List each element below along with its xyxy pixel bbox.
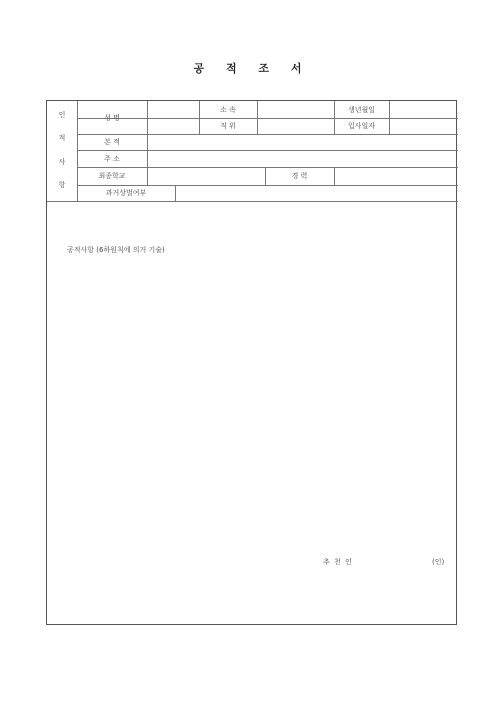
section-char: 인 [58,110,66,119]
domicile-field[interactable] [147,134,458,150]
address-field[interactable] [147,150,458,167]
punishment-label: 과거상벌여부 [105,189,147,197]
name-label: 성 명 [104,113,120,122]
career-label: 경 력 [291,172,308,180]
birthdate-label: 생년월일 [347,105,376,114]
section-char: 적 [58,134,66,143]
section-char: 사 [58,157,66,166]
education-field[interactable] [147,167,265,185]
career-field[interactable] [334,167,458,185]
merit-description-heading: 공적사항 (6하원칙에 의거 기술) [67,246,165,254]
affiliation-field[interactable] [257,101,334,118]
birthdate-field[interactable] [389,101,458,118]
personal-info-section-label [47,101,77,201]
address-label: 주 소 [104,154,120,163]
education-label: 최종학교 [98,172,126,180]
position-field[interactable] [257,118,334,134]
seal-mark: (인) [432,558,445,566]
position-label: 직 위 [220,122,236,130]
document-title: 공 적 조 서 [193,62,311,75]
hire-date-label: 입사일자 [347,122,376,130]
divider [47,201,458,202]
affiliation-label: 소 속 [220,105,236,114]
name-field[interactable] [147,101,199,134]
domicile-label: 본 적 [104,138,120,146]
recommender-label: 추 천 인 [323,558,353,566]
form-frame [46,100,457,625]
punishment-field[interactable] [175,185,458,201]
hire-date-field[interactable] [389,118,458,134]
section-char: 항 [58,181,66,190]
